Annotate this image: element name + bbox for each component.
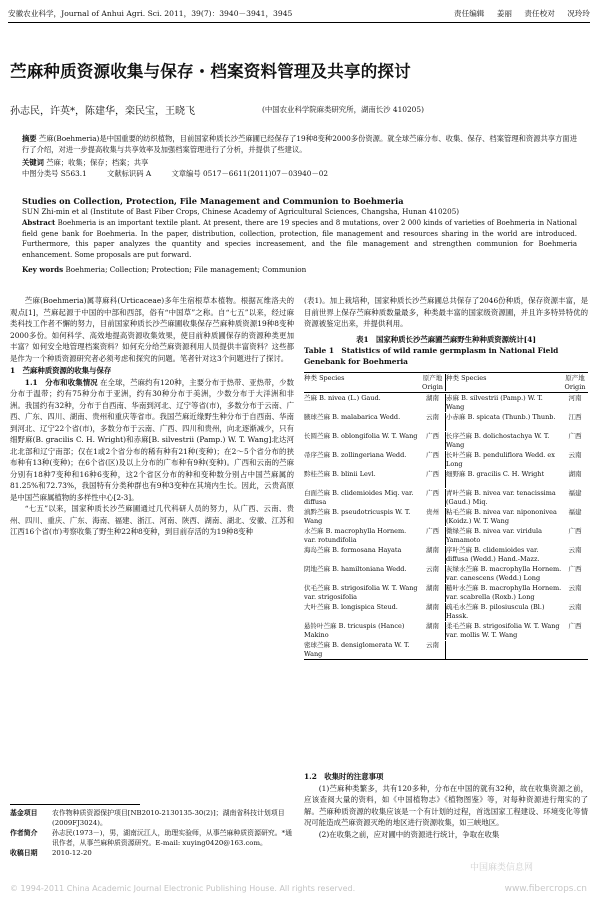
table-cell: 腋球苎麻 B. malabarica Wedd.	[304, 413, 401, 422]
table-cell: 海岛苎麻 B. formosana Hayata	[304, 546, 402, 555]
note-paragraph: (1)苎麻种类繁多，共有120多种，分布在中国的就有32种，故在收集资源之前，应该查阅大量的资料，如《中国植物志》《植物图鉴》等，对每种资源进行翔实的了解。苎麻种质资源的收集应该是一个有计划的过程，首选国家工程建设、环境变化等情况可能造成苎麻资源灭绝的地区进行资源收集，如三峡地区。	[304, 783, 588, 827]
table-cell: 序叶苎麻 B. clidemioides var. diffusa (Wedd.) Hand.-Mazz.	[446, 546, 540, 563]
table-cell: 湖南	[422, 584, 446, 602]
abstract-text: 苎麻(Boehmeria)是中国重要的纺织植物，目前国家种质长沙苎麻圃已经保存了19种8变种2000多份资源。就全球苎麻分布、收集、保存、档案管理和资源共享方面进行了介绍，对进一步提高收集与共享效率及加强档案管理进行了分析，并提供了些建议。	[22, 134, 577, 154]
table-row	[304, 621, 588, 640]
abstract-label: 摘要	[22, 134, 37, 143]
table-cell: 赤麻 B. silvestrii (Pamp.) W. T. Wang	[446, 394, 543, 411]
table-cell: 悬铃叶苎麻 B. tricuspis (Hance) Makino	[304, 622, 405, 639]
table-cell: 帚序苎麻 B. zollingeriana Wedd.	[304, 451, 407, 460]
section-1-1: 1.1 分布和收集情况 在全球，苎麻约有120种，主要分布于热带、亚热带，少数分布于温带；约有75种分布于亚洲，约有30种分布于美洲，少数分布于大洋洲和非洲。我国约有32种，分布于自西南、华南到河北、辽宁等省(市)，多数分布于云南、广西、广东、四川、湖南、贵州和重庆等省市。我国苎麻近缘野生种分布于自西南、华南到河北、辽宁22个省(市)，多数分布于云南、广西、四川和贵州，向北逐渐减少，只有细野麻(B. gracilis C. H. Wright)和赤麻[B. silvestrii (Pamp.) W. T. Wang]北达河北北部和辽宁南部；仅在1或2个省分布的稀有种有21种(变种)；在2～5个省分布的狭布种有13种(变种)；在6个省(区)及以上分布的广布种有9种(变种)。广西和云南的苎麻分别有18种7变种和16种6变种，这2个省区分布的种和变种数分别占中国苎麻属的81.25%和72.73%，我国特有分类种群也有9种3变种在其境内生长。因此，云贵高原是中国苎麻属植物的多样性中心[2-3]。	[10, 377, 295, 502]
table-header	[304, 373, 588, 393]
classification: 中图分类号 S563.1 文献标识码 A 文章编号 0517－6611(2011)07－03940－02	[22, 169, 329, 178]
running-header	[8, 8, 590, 19]
table-cell: 长序苎麻 B. dolichostachya W. T. Wang	[446, 432, 550, 449]
table-row	[304, 412, 588, 431]
table-cell: 灰绿水苎麻 B. macrophylla Hornem. var. canescens (Wedd.) Long	[446, 565, 562, 582]
english-abstract: Abstract Boehmeria is an important textile plant. At present, there are 19 species and 8 mutations, over 2 000 kinds of varieties of Boehmeria in National field gene bank for Boehmeria. In the paper, distribution, collection, protection, file management and resources sharing in the world are introduced. Furthermore, this paper analyzes the quantity and species increasement, and the file management and strengthen communion for Boehmeria enhancement. Some proposals are put forward.	[22, 218, 578, 259]
table-cell: 云南	[568, 584, 582, 593]
footnote-key: 作者简介	[10, 829, 38, 837]
table-cell: 江西	[568, 413, 582, 422]
table-header-cell: 原产地 Origin	[422, 374, 446, 391]
table-row	[304, 393, 588, 412]
table-cell: 广西	[568, 527, 582, 536]
table-cell: 柔毛苎麻 B. strigosifolia W. T. Wang var. mollis W. T. Wang	[446, 622, 560, 639]
paper-title: 苎麻种质资源收集与保存・档案资料管理及共享的探讨	[10, 62, 411, 81]
right-column-lower	[304, 770, 588, 840]
table-cell	[564, 641, 588, 659]
table-header-cell: 种类 Species	[304, 374, 345, 382]
table-header-cell: 原产地 Origin	[564, 374, 586, 391]
left-column	[10, 295, 294, 538]
table-cell: 细野麻 B. gracilis C. H. Wright	[446, 470, 545, 479]
table-cell: 云南	[422, 641, 446, 659]
footnote-key: 收稿日期	[10, 849, 38, 857]
footnotes	[10, 808, 294, 858]
table-cell: 糙叶水苎麻 B. macrophylla Hornem. var. scabrella (Roxb.) Long	[446, 584, 562, 601]
table-row	[304, 431, 588, 450]
table-cell: 小赤麻 B. spicata (Thunb.) Thunb.	[446, 413, 556, 422]
footnote-item	[10, 848, 294, 858]
abstract-cn	[22, 134, 577, 156]
affiliation: (中国农业科学院麻类研究所，湖南长沙 410205)	[262, 105, 424, 114]
table-cell: 云南	[422, 565, 446, 583]
table-cell: 福建	[568, 508, 582, 517]
footnote-value: 孙志民(1973－)，男，湖南沅江人，助理实验师，从事苎麻种质资源研究。*通讯作者，从事苎麻种质资源研究。E-mail: xuying0420@163.com。	[52, 829, 292, 847]
table-cell	[446, 641, 564, 659]
table-cell: 长叶苎麻 B. penduliflora Wedd. ex Long	[446, 451, 555, 468]
table-row	[304, 507, 588, 526]
table-cell: 贵州	[422, 508, 446, 526]
table-row	[304, 545, 588, 564]
table-cell: 粘毛苎麻 B. nivea var. nipononivea (Koidz.) W. T. Wang	[446, 508, 557, 525]
table-cell: 湖南	[422, 603, 446, 621]
table-row	[304, 602, 588, 621]
table-cell: 广西	[422, 451, 446, 469]
footnote-value: 2010-12-20	[52, 849, 92, 857]
table-row	[304, 526, 588, 545]
table-row	[304, 564, 588, 583]
table-row	[304, 469, 588, 488]
footnote-item	[10, 808, 294, 828]
keywords-cn: 关键词 苎麻；收集；保存；档案；共享	[22, 158, 149, 167]
table-body	[304, 393, 588, 659]
table-cell: 青叶苎麻 B. nivea var. tenacissima (Gaud.) Miq.	[446, 489, 556, 506]
english-keywords: Key words Boehmeria; Collection; Protection; File management; Communion	[22, 265, 307, 274]
table-cell: 福建	[568, 489, 582, 498]
table-cell: 伏毛苎麻 B. strigosifolia W. T. Wang var. strigosifolia	[304, 584, 418, 601]
species-table	[304, 372, 588, 660]
table-row	[304, 583, 588, 602]
table-cell: 湖南	[422, 546, 446, 564]
collection-paragraph: “七五”以来，国家种质长沙苎麻圃通过几代科研人员的努力，从广西、云南、贵州、四川、重庆、广东、海南、福建、浙江、河南、陕西、湖南、湖北、安徽、江苏和江西16个省(市)考察收集了野生种22种8变种，到目前存活的为19种8变种	[10, 504, 294, 536]
editor-credits: 责任编辑 姜丽 责任校对 况玲玲	[454, 9, 590, 18]
footnote-item	[10, 828, 294, 848]
section-heading: 1.2 收集时的注意事项	[304, 772, 384, 781]
table-row	[304, 640, 588, 659]
table-cell: 湖南	[422, 622, 446, 640]
table-cell: 河南	[568, 394, 582, 403]
table-cell: 广西	[568, 432, 582, 441]
table-cell: 湖南	[422, 394, 446, 412]
intro-paragraph: 苎麻(Boehmeria)属荨麻科(Urticaceae)多年生宿根草本植物。根据瓦维洛夫的观点[1]，苎麻起源于中国的中部和西部，俗有“中国草”之称。自“七五”以来，经过麻类科技工作者不懈的努力，目前国家种质长沙苎麻圃收集保存苎麻种质资源19种8变种2000多份。如何科学、高效地提高资源收集效果，使目前种质圃保存的资源种类更加丰富？如何安全地管理档案资料？如何充分给苎麻资源利用人员提供丰富资料？这些都是作为一个种质资源研究者必须考虑和探究的问题。笔者针对这3个问题进行了探讨。	[10, 296, 294, 363]
table-cell: 阴地苎麻 B. hamiltoniana Wedd.	[304, 565, 407, 574]
watermark: www.fibercrops.cn	[504, 884, 587, 894]
table-cell: 广西	[422, 489, 446, 507]
table-cell: 云南	[422, 413, 446, 431]
table-caption: 表1 国家种质长沙苎麻圃苎麻野生种种质资源统计[4] Table 1 Statistics of wild ramie germplasm in National Field Genebank for Boehmeria	[304, 335, 559, 366]
authors: 孙志民，许英*，陈建华，栾民宝，王晓飞	[10, 106, 195, 117]
table-cell: 广西	[422, 470, 446, 488]
table-cell: 云南	[568, 603, 582, 612]
table-cell: 苎麻 B. nivea (L.) Gaud.	[304, 394, 381, 403]
table-cell: 广西	[422, 432, 446, 450]
header-rule	[8, 22, 590, 23]
copyright-notice: © 1994-2011 China Academic Journal Electronic Publishing House. All rights reserved.	[10, 884, 356, 893]
table-cell: 微绿苎麻 B. nivea var. viridula Yamamoto	[446, 527, 543, 544]
english-title: Studies on Collection, Protection, File Management and Communion to Boehmeria	[22, 196, 404, 206]
journal-citation: 安徽农业科学，Journal of Anhui Agri. Sci. 2011，39(7)：3940－3941，3945	[8, 9, 293, 18]
footnote-key: 基金项目	[10, 809, 38, 817]
table-cell: 密球苎麻 B. densiglomerata W. T. Wang	[304, 641, 410, 658]
table-cell: 云南	[568, 451, 582, 460]
right-column-top	[304, 295, 588, 330]
footnote-value: 农作物种质资源保护项目[NB2010-2130135-30(2)]；湖南省科技计划项目(2009FJ3024)。	[52, 809, 285, 827]
table-row	[304, 450, 588, 469]
footnote-rule	[10, 804, 140, 805]
table-row	[304, 488, 588, 507]
table-cell: 广西	[422, 527, 446, 545]
table-cell: 广西	[568, 622, 582, 631]
table-cell: 广西	[568, 565, 582, 574]
section-heading: 1 苎麻种质资源的收集与保存	[10, 366, 112, 375]
english-authors: SUN Zhi-min et al (Institute of Bast Fiber Crops, Chinese Academy of Agricultural Sciences, Changsha, Hunan 410205)	[22, 207, 460, 216]
table-cell: 长圆苎麻 B. oblongifolia W. T. Wang	[304, 432, 418, 441]
table-cell: 滇黔苎麻 B. pseudotricuspis W. T. Wang	[304, 508, 411, 525]
table-cell: 湖南	[568, 470, 582, 479]
right-paragraph: (表1)。加上栽培种，国家种质长沙苎麻圃总共保存了2046份种质，保存资源丰富，是目前世界上保存苎麻种质数量最多，种类最丰富的国家级资源圃，并且许多特异特优的资源被鉴定出来，并提供利用。	[304, 296, 588, 328]
table-header-cell: 种类 Species	[446, 374, 487, 382]
table-cell: 大叶苎麻 B. longispica Steud.	[304, 603, 398, 612]
site-logo: 中国麻类信息网	[470, 863, 534, 873]
note-paragraph: (2)在收集之前，应对圃中的资源进行统计，争取在收集	[318, 829, 500, 839]
table-cell: 白面苎麻 B. clidemioides Miq. var. diffusa	[304, 489, 414, 506]
table-cell: 疏毛水苎麻 B. pilosiuscula (Bl.) Hassk.	[446, 603, 545, 620]
table-cell: 水苎麻 B. macrophylla Hornem. var. rotundifolia	[304, 527, 407, 544]
table-cell: 云南	[568, 546, 582, 555]
table-cell: 黔桂苎麻 B. blinii Levl.	[304, 470, 376, 479]
